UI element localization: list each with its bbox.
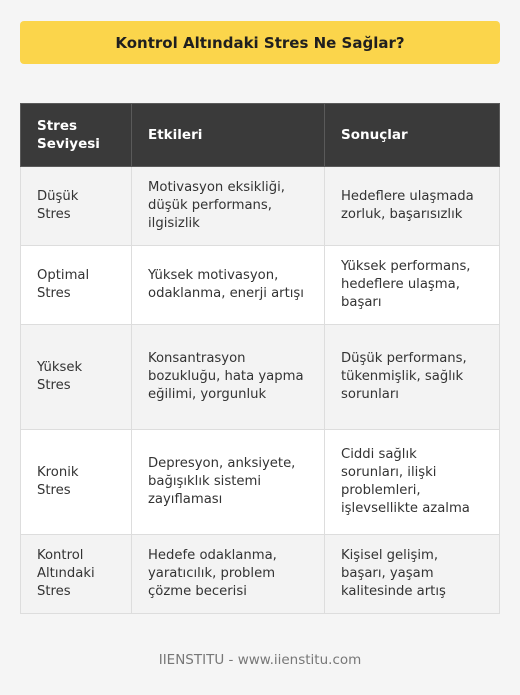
title-banner — [20, 21, 500, 64]
cell-stress-level: Kontrol Altındaki Stres — [21, 535, 132, 614]
page-title: Kontrol Altındaki Stres Ne Sağlar? — [115, 33, 405, 52]
cell-effects: Hedefe odaklanma, yaratıcılık, problem çözme becerisi — [132, 535, 325, 614]
table-row — [21, 325, 500, 430]
cell-results: Düşük performans, tükenmişlik, sağlık sorunları — [325, 325, 500, 430]
cell-results: Yüksek performans, hedeflere ulaşma, başarı — [325, 246, 500, 325]
table-row — [21, 430, 500, 535]
footer-credit: IIENSTITU - www.iienstitu.com — [158, 652, 362, 668]
cell-effects: Motivasyon eksikliği, düşük performans, ilgisizlik — [132, 167, 325, 246]
cell-stress-level: Düşük Stres — [21, 167, 132, 246]
table-row — [21, 167, 500, 246]
stress-table — [20, 103, 500, 614]
cell-effects: Yüksek motivasyon, odaklanma, enerji artışı — [132, 246, 325, 325]
cell-effects: Depresyon, anksiyete, bağışıklık sistemi zayıflaması — [132, 430, 325, 535]
header-stress-level: Stres Seviyesi — [21, 104, 132, 167]
cell-results: Ciddi sağlık sorunları, ilişki problemleri, işlevsellikte azalma — [325, 430, 500, 535]
header-effects: Etkileri — [132, 104, 325, 167]
cell-results: Hedeflere ulaşmada zorluk, başarısızlık — [325, 167, 500, 246]
table-header-row — [21, 104, 500, 167]
cell-stress-level: Yüksek Stres — [21, 325, 132, 430]
table-row — [21, 535, 500, 614]
cell-stress-level: Kronik Stres — [21, 430, 132, 535]
cell-stress-level: Optimal Stres — [21, 246, 132, 325]
cell-effects: Konsantrasyon bozukluğu, hata yapma eğilimi, yorgunluk — [132, 325, 325, 430]
table-row — [21, 246, 500, 325]
cell-results: Kişisel gelişim, başarı, yaşam kalitesinde artış — [325, 535, 500, 614]
header-results: Sonuçlar — [325, 104, 500, 167]
